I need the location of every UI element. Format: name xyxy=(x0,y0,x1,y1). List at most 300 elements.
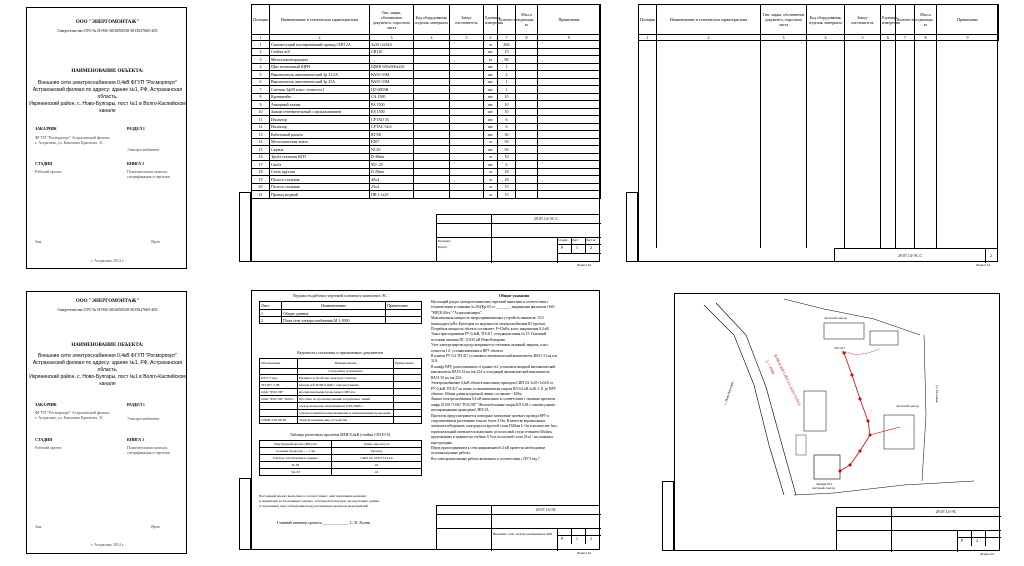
cell xyxy=(516,176,538,184)
col-header: Количество xyxy=(498,5,516,35)
table-row xyxy=(260,441,422,448)
col-header: Наименование и техническая характеристика xyxy=(657,5,761,35)
cell: шт. xyxy=(484,78,498,86)
cell: 14 xyxy=(252,138,270,146)
col-number: 5 xyxy=(845,35,881,41)
doc-code: 29.07.14-ЭС xyxy=(535,507,557,512)
cell xyxy=(450,78,484,86)
cell xyxy=(450,93,484,101)
cell: 50 xyxy=(498,138,516,146)
cell: самонесущими изолированными и защищенными проводами xyxy=(298,410,394,417)
table-row xyxy=(252,108,601,116)
cell: Провод медный xyxy=(270,191,370,199)
cell xyxy=(538,131,601,139)
notes-line: точности 1.0, устанавливаемым в ВРУ объекта. xyxy=(431,348,504,353)
col-number: 8 xyxy=(915,35,937,41)
cell: 80 xyxy=(498,56,516,64)
col-number: 2 xyxy=(657,35,761,41)
role-checked: Проверил xyxy=(438,239,451,243)
table-row xyxy=(252,146,601,154)
cell xyxy=(516,93,538,101)
notes-line: выключатель ВА55-33 на ток 32А и отходящий автоматический выключатель xyxy=(431,370,550,375)
notes-line: техническими условиями № 204/Кр-03 от ________, выданными филиалом ОАО xyxy=(431,305,555,310)
cell: Счетчик 3ф50 класс точности 1 xyxy=(270,86,370,94)
cell: 6 xyxy=(498,116,516,124)
cell xyxy=(516,116,538,124)
cell: Сечение проводов — 1 3ж xyxy=(260,448,332,455)
format-label: Формат А3 xyxy=(976,263,991,267)
cell: м xyxy=(484,138,498,146)
col-number: 4 xyxy=(414,35,450,41)
side-stamp xyxy=(239,478,251,550)
col-number: 3 xyxy=(761,35,807,41)
cell xyxy=(516,41,538,49)
cell: Кабельный разъем xyxy=(270,131,370,139)
book-line-1: Пояснительная записка, xyxy=(127,169,168,174)
cell: 5 xyxy=(252,71,270,79)
cell: Выключатель автоматический 3р 31,5А xyxy=(270,71,370,79)
object-line-1: Внешние сети электроснабжения 0,4кВ ФГУП "Росморпорт" xyxy=(38,80,177,86)
stage-col: Стадия xyxy=(558,238,568,242)
role-developed: Разраб. xyxy=(438,245,448,249)
cell: 12 xyxy=(252,123,270,131)
cell: ВА55-33М xyxy=(370,71,414,79)
col-number: 7 xyxy=(896,35,915,41)
cell xyxy=(516,108,538,116)
contents-header-row xyxy=(260,302,422,310)
cell: ПВ 3 1х25 xyxy=(370,191,414,199)
area-label: частный сектор xyxy=(896,404,920,408)
cell xyxy=(386,310,422,317)
cell xyxy=(516,56,538,64)
cell: Пособие по проектированию воздушных линий xyxy=(298,396,394,403)
cell: Сталь круглая xyxy=(270,168,370,176)
cell: СРТАО 35 xyxy=(370,116,414,124)
cell: Полоса стальная xyxy=(270,176,370,184)
col-header: Наименование xyxy=(298,359,394,369)
spec-header-row xyxy=(252,5,601,35)
col-header: Код оборудования, изделия, материала xyxy=(414,5,450,35)
cell: УА-33 xyxy=(260,469,332,476)
customer-line-2: г. Астрахань, ул. Капитана Краснова, 31 xyxy=(35,415,103,420)
cell: Металлоконструкции xyxy=(270,56,370,64)
book-label: КНИГА 1 xyxy=(127,437,145,442)
cell: 6 xyxy=(498,123,516,131)
cell xyxy=(450,168,484,176)
cell: 2 xyxy=(498,71,516,79)
col-header: Масса единицы, кг xyxy=(915,5,937,35)
cell: 450 xyxy=(498,41,516,49)
cell: ЧО -25 xyxy=(370,161,414,169)
cell xyxy=(414,108,450,116)
spans-title: Таблица расчетных пролетов ВЛИ-0,4кВ (стойки СВ110-5) xyxy=(289,432,391,437)
format-label: Формат А3 xyxy=(577,263,592,267)
area-label: частный сектор xyxy=(824,316,848,320)
cell xyxy=(538,153,601,161)
col-header: Единица измерения xyxy=(484,5,498,35)
col-header: Лист xyxy=(260,302,282,310)
notes-line: Перед присоединением к сети напряжением 0,4 кВ провести необходимые xyxy=(431,445,546,450)
company-name: ООО "ЭНЕРГОМОНТАЖ" xyxy=(75,299,140,304)
cell xyxy=(394,382,422,389)
cell xyxy=(450,48,484,56)
notes-line: В шкафу ВРУ, расположенного в здании №1 установить вводной автоматический xyxy=(431,364,556,369)
cell: 42 xyxy=(332,462,422,469)
contents-table xyxy=(259,301,422,324)
cell: 16 xyxy=(252,153,270,161)
object-text xyxy=(29,353,186,388)
cell: Кронштейн xyxy=(270,93,370,101)
book-line-2: спецификация и чертежи xyxy=(127,174,170,179)
notes-line: Настоящий раздел электротехнических чертежей выполнен в соответствии с xyxy=(431,300,549,304)
cell: Анкерный зажим xyxy=(270,101,370,109)
cell: м xyxy=(484,191,498,199)
tp-label: ТП-417 xyxy=(834,346,846,350)
col-header: Примечание xyxy=(937,5,999,35)
side-stamp xyxy=(662,481,674,551)
sheets-value: 2 xyxy=(590,245,592,250)
cell: ОАО "РОСЭП" 2006 г. xyxy=(260,396,298,403)
cell xyxy=(394,403,422,410)
stage-label: СТАДИЯ xyxy=(35,437,52,442)
side-stamp xyxy=(626,192,638,262)
table-row xyxy=(252,71,601,79)
notes-line: горизонтальный заземлитель выполнить из полосовой стали сечением 40х4мм, xyxy=(431,429,553,434)
cell: Скоба xyxy=(270,161,370,169)
table-row xyxy=(252,63,601,71)
cell: П-29 xyxy=(260,462,332,469)
cell xyxy=(414,183,450,191)
format-label: Формат А3 xyxy=(980,552,995,556)
cell: 1 xyxy=(498,78,516,86)
column-line xyxy=(880,40,881,248)
cell xyxy=(450,131,484,139)
cell xyxy=(516,48,538,56)
sheet-value: 2 xyxy=(976,538,978,543)
notes-line: Учет электроэнергии предусматривается счетчиком активной энергии, класс xyxy=(431,343,549,348)
cell xyxy=(414,93,450,101)
cell xyxy=(538,86,601,94)
cell: 10 xyxy=(252,108,270,116)
book-line-2: спецификация и чертежи xyxy=(127,450,170,455)
table-row xyxy=(260,417,422,424)
title-sheet-2 xyxy=(26,291,187,554)
col-header: Завод-изготовитель xyxy=(845,5,881,35)
notes-line: ВА51-35 на ток 25А. xyxy=(431,375,463,380)
cell xyxy=(538,191,601,199)
cell: 9 xyxy=(252,101,270,109)
cell: Изолятор xyxy=(270,116,370,124)
footer-line: Настоящий проект выполнен в соответствии с действующими нормами xyxy=(259,494,366,498)
cell: 18 xyxy=(498,176,516,184)
cell xyxy=(538,63,601,71)
cell: 13 xyxy=(252,131,270,139)
cell: 15 xyxy=(252,146,270,154)
general-data-sheet xyxy=(237,288,603,558)
cell xyxy=(538,101,601,109)
plan-sheet xyxy=(662,291,1002,557)
cell xyxy=(538,48,601,56)
table-row xyxy=(260,310,422,317)
col-header: Наименование xyxy=(282,302,386,310)
cell: CA 1500 xyxy=(370,93,414,101)
chief-engineer: Главный инженер проекта _____________ С. В. Холин xyxy=(277,520,370,525)
cell: шт. xyxy=(484,63,498,71)
spans-table xyxy=(259,440,422,476)
street-label: ул. Полевая xyxy=(935,385,939,403)
cell: шт. xyxy=(484,123,498,131)
object-line-1: Внешние сети электроснабжения 0,4кВ ФГУП "Росморпорт" xyxy=(38,353,177,359)
sheet-col: Лист xyxy=(572,238,579,242)
col-header: Обозначение xyxy=(260,359,298,369)
cell xyxy=(414,131,450,139)
cell: F207 xyxy=(370,138,414,146)
table-row xyxy=(252,161,601,169)
col-header: Количество xyxy=(896,5,915,35)
cell xyxy=(538,108,601,116)
cell xyxy=(414,138,450,146)
cell xyxy=(414,101,450,109)
cell xyxy=(414,146,450,154)
cell xyxy=(538,116,601,124)
cell xyxy=(538,123,601,131)
references-title: Ведомость ссылочных и прилагаемых документов xyxy=(297,350,383,355)
notes-line: Электроснабжение 0,4кВ объекта выполнить проводом СИП 2А 3х35+1х54,6 от xyxy=(431,381,554,386)
notes-line: Максимальная мощность энергопринимающих устройств заявителя: 15,0 xyxy=(431,316,544,321)
cell: Полоса стальная xyxy=(270,183,370,191)
title-sheet-1 xyxy=(26,7,187,269)
cell: м xyxy=(484,183,498,191)
cell: 1 xyxy=(252,41,270,49)
notes-line: "МРСК Юга"-"Астраханьэнерго". xyxy=(431,310,483,315)
customer-label: ЗАКАЗЧИК xyxy=(35,402,57,407)
col-number: 4 xyxy=(807,35,845,41)
table-row xyxy=(252,123,601,131)
cell: 1 xyxy=(260,310,282,317)
table-row xyxy=(252,93,601,101)
table-row xyxy=(252,191,601,199)
cell: 8 xyxy=(252,93,270,101)
cell xyxy=(414,176,450,184)
table-row xyxy=(252,78,601,86)
cell xyxy=(414,168,450,176)
cell: шт. xyxy=(484,93,498,101)
column-line xyxy=(806,40,807,248)
cell: 19 xyxy=(252,176,270,184)
cell xyxy=(516,183,538,191)
cell: 17 xyxy=(252,161,270,169)
contents-title: Ведомость рабочих чертежей основного комплекта ЭС xyxy=(293,293,387,298)
cell: изолированными проводами СИП-2А xyxy=(298,389,394,396)
col-number: 9 xyxy=(538,35,601,41)
cell: 15 xyxy=(498,191,516,199)
sheet-value: 2 xyxy=(990,253,992,258)
table-row xyxy=(252,86,601,94)
cell: Опоры ж/б ВЛИ 0,4кВ с самонесущими xyxy=(298,382,394,389)
cell: Длина пролета, м xyxy=(332,441,422,448)
cell: 10 xyxy=(498,93,516,101)
cell: шт. xyxy=(484,116,498,124)
cell xyxy=(414,161,450,169)
stage-value: Р xyxy=(561,245,564,250)
cell: Внутренний пролет (ВЛ) 2ж xyxy=(260,441,332,448)
notes-line: изолированными проводами СИП-2А. xyxy=(431,408,490,413)
cell: 40х4 xyxy=(370,176,414,184)
village-label: с. Ново-Булгары xyxy=(723,380,735,406)
director-label: Зам. xyxy=(35,239,43,244)
table-row xyxy=(252,138,601,146)
cell xyxy=(394,389,422,396)
table-row xyxy=(252,168,601,176)
cell: 10 xyxy=(498,153,516,161)
column-line xyxy=(760,40,761,248)
notes-line: заземлителей принять электроды из круглой стали D20мм L=3м в количестве 3шт., xyxy=(431,424,559,429)
cell xyxy=(414,191,450,199)
cell xyxy=(414,71,450,79)
cell: NC20 xyxy=(370,146,414,154)
title-block xyxy=(836,507,1000,551)
cell xyxy=(450,71,484,79)
stage-text: Рабочий проект xyxy=(35,169,62,174)
cell: Металлическая лента xyxy=(270,138,370,146)
cell: 2 xyxy=(260,317,282,324)
col-number: 6 xyxy=(484,35,498,41)
cell: ВА55-33М xyxy=(370,78,414,86)
cell xyxy=(450,108,484,116)
notes-line: Все электромонтажные работы выполнить в соответствии с ПУЭ изд.7 xyxy=(431,456,540,461)
cell xyxy=(414,63,450,71)
cell: 6 xyxy=(252,78,270,86)
notes-line: объекта. Общая длина воздушной линии составляет - 450м. xyxy=(431,391,523,396)
cell xyxy=(538,93,601,101)
notes-line: (пятнадцать) кВт. Категория по надежности электроснабжения III (третья). xyxy=(431,321,546,326)
notes-line: пусконаладочные работы. xyxy=(431,451,471,456)
customer-text xyxy=(35,135,110,145)
doc-code: 29.07.14-ЭС.С xyxy=(533,216,559,221)
customer-line-2: г. Астрахань, ул. Капитана Краснова, 31 xyxy=(35,140,103,145)
cell: 3 xyxy=(252,56,270,64)
cell: 15 xyxy=(498,48,516,56)
book-line-1: Пояснительная записка, xyxy=(127,445,168,450)
book-text xyxy=(127,445,170,455)
side-stamp xyxy=(239,192,251,262)
title-block xyxy=(834,248,998,262)
cell: СРТАС 54,6 xyxy=(370,123,414,131)
section-label: РАЗДЕЛ 1 xyxy=(127,402,145,407)
cell: м xyxy=(484,153,498,161)
cell xyxy=(370,56,414,64)
cell xyxy=(414,48,450,56)
cell xyxy=(394,375,422,382)
col-header: Примечание xyxy=(538,5,601,35)
table-row xyxy=(260,462,422,469)
footer-line: и правилами и обеспечивает взрыво- и пожаробезопасную эксплуатацию здания xyxy=(259,499,379,503)
stage-value: Р xyxy=(561,536,564,541)
cell: электропередачи напряжением 0,38-20кВ с xyxy=(298,403,394,410)
cell xyxy=(538,168,601,176)
cell xyxy=(450,123,484,131)
cell: План сети электроснабжения М 1:1000 xyxy=(282,317,386,324)
cell: Общие данные xyxy=(282,310,386,317)
cell: 50 xyxy=(498,146,516,154)
cell xyxy=(414,41,450,49)
cell xyxy=(394,417,422,424)
cell xyxy=(538,183,601,191)
cell: Провод ответвления к зданию xyxy=(260,455,332,462)
col-number: 8 xyxy=(516,35,538,41)
notes-line: Проектом предусматривается повторное заземление нулевого провода ВРУ и xyxy=(431,413,550,418)
cell xyxy=(414,153,450,161)
cell xyxy=(450,161,484,169)
cell: ОАО "РОСЭП" xyxy=(260,389,298,396)
cell: ТП 407-7-98 xyxy=(260,382,298,389)
cell xyxy=(516,131,538,139)
cell: шт. xyxy=(484,48,498,56)
notes-line: РУ-0,4кВ ТП-417 по вновь устанавливаемым опорам ВЛ-0,4 кВ №36.1-11 до ВРУ xyxy=(431,386,556,391)
col-header: Завод-изготовитель xyxy=(450,5,484,35)
cell xyxy=(538,176,601,184)
sro-text: Свидетельство СРО № П-094-3016058330-3015027665-405 xyxy=(57,307,158,312)
customer-line-1: ФГУП "Росморпорт" Астраханский филиал xyxy=(35,135,110,140)
cell: шт. xyxy=(484,71,498,79)
title-block xyxy=(436,214,600,262)
line-label: ВЛИ-0,4кВ СИП 2А 3х35+1х54,6 xyxy=(773,353,803,407)
director-signature: Яров xyxy=(151,239,160,244)
col-header: Наименование и техническая характеристика xyxy=(270,5,370,35)
cell xyxy=(516,71,538,79)
table-row xyxy=(252,48,601,56)
cell xyxy=(394,410,422,417)
cell: 10 xyxy=(498,108,516,116)
notes-body xyxy=(431,300,599,462)
cell: шт. xyxy=(484,108,498,116)
stage-label: СТАДИЯ xyxy=(35,161,52,166)
notes-line: Потребная мощность объекта составляет: Р=15кВт, класс напряжения 0,4 кВ. xyxy=(431,327,550,332)
cell xyxy=(516,63,538,71)
cell xyxy=(414,56,450,64)
cell: Провод xyxy=(332,448,422,455)
cell: СВ110 xyxy=(370,48,414,56)
cell: 1 xyxy=(498,86,516,94)
notes-line: Точка присоединения РУ-0,4кВ, ТП-417, отходящая линия № 15. Основной xyxy=(431,332,547,337)
table-row xyxy=(260,448,422,455)
cell xyxy=(414,116,450,124)
cell: шт. xyxy=(484,146,498,154)
cell: м xyxy=(484,41,498,49)
cell xyxy=(414,123,450,131)
cell xyxy=(450,138,484,146)
cell: СНиП 3.05.06-85 xyxy=(260,417,298,424)
table-row xyxy=(260,410,422,417)
doc-code: 29.07.14-ЭС xyxy=(935,509,957,514)
cell: 1 xyxy=(498,63,516,71)
cell xyxy=(538,56,601,64)
cell xyxy=(450,101,484,109)
cell: ЦЭ 6803В xyxy=(370,86,414,94)
spec-table-1 xyxy=(251,4,601,199)
spec-sheet-2 xyxy=(624,2,1002,268)
cell: 3х35+1х54,6 xyxy=(370,41,414,49)
notes-line: источник питания ПС 110/10 кВ Ново-Комарово. xyxy=(431,337,506,342)
section-label: РАЗДЕЛ 1 xyxy=(127,126,145,131)
director-label: Зам. xyxy=(35,524,43,529)
cell xyxy=(516,153,538,161)
col-number: 3 xyxy=(370,35,414,41)
footer-text xyxy=(259,494,425,509)
cell xyxy=(516,168,538,176)
cell: 30 xyxy=(498,131,516,139)
notes-line: сопротивлением растеканию тока не более 4 Ом. В качестве вертикальных xyxy=(431,418,546,423)
